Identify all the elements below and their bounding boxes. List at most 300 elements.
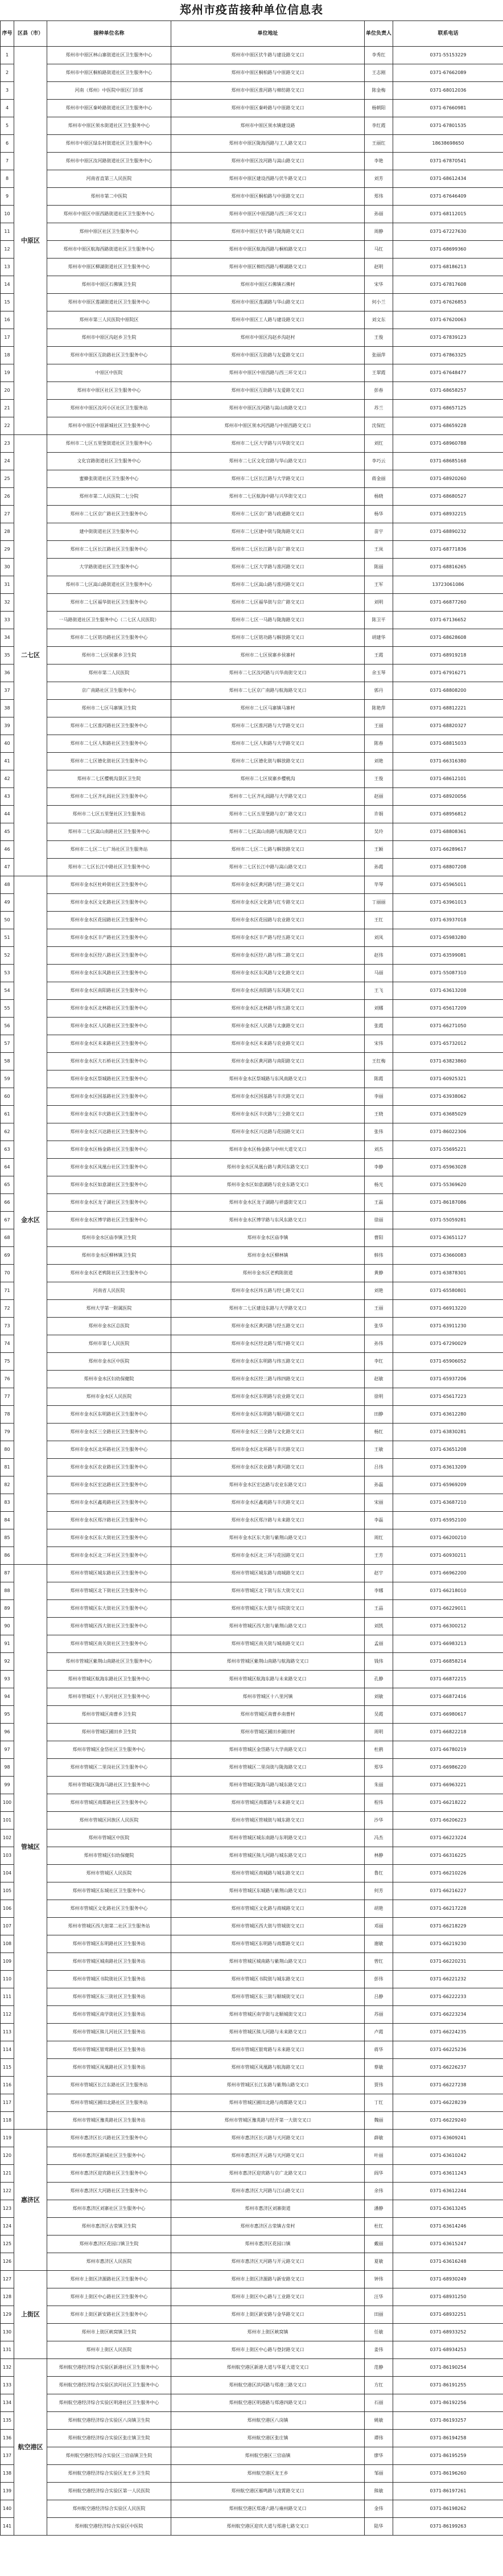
table-row <box>1 1865 503 1882</box>
row-person: 赵伟 <box>365 947 393 965</box>
row-site-name: 郑州市上街区峡窝镇卫生院 <box>47 2324 171 2341</box>
row-phone: 13723061086 <box>393 576 503 594</box>
row-phone: 0371-66223224 <box>393 1830 503 1847</box>
row-site-name: 郑州市金水区丰产路社区卫生服务中心 <box>47 929 171 947</box>
district-name: 金水区 <box>14 876 47 1565</box>
row-person: 刘明 <box>365 594 393 612</box>
row-address: 郑州市中原区伏牛路与陇海路交叉口 <box>171 223 365 241</box>
row-phone: 0371-66962200 <box>393 1565 503 1582</box>
row-person: 潘静 <box>365 2200 393 2218</box>
row-person: 李巧云 <box>365 453 393 470</box>
row-person: 陈春 <box>365 735 393 753</box>
row-phone: 0371-68920056 <box>393 788 503 806</box>
row-person: 王军 <box>365 576 393 594</box>
table-row <box>1 1671 503 1688</box>
row-address: 郑州市金水区东风路与文化路交叉口 <box>171 965 365 982</box>
table-row <box>1 629 503 647</box>
district-name: 中原区 <box>14 47 47 435</box>
row-phone: 0371-68658257 <box>393 382 503 400</box>
row-person: 吕伟 <box>365 1459 393 1476</box>
row-seq: 59 <box>1 1070 14 1088</box>
row-seq: 90 <box>1 1618 14 1635</box>
row-phone: 0371-68956812 <box>393 806 503 823</box>
table-row <box>1 1653 503 1671</box>
row-site-name: 郑州市管城区东城社区卫生服务中心 <box>47 1882 171 1900</box>
row-site-name: 郑州市管城区十八里河社区卫生服务中心 <box>47 1688 171 1706</box>
row-seq: 18 <box>1 347 14 364</box>
table-row <box>1 664 503 682</box>
row-seq: 91 <box>1 1635 14 1653</box>
row-site-name: 郑州市管城区紫荆山南路社区卫生服务中心 <box>47 1653 171 1671</box>
row-address: 郑州市中原区中原西路与西三环交叉口 <box>171 364 365 382</box>
table-row <box>1 1035 503 1053</box>
table-row <box>1 470 503 488</box>
row-person: 宋丽 <box>365 1494 393 1512</box>
table-row <box>1 347 503 364</box>
row-phone: 0371-66963221 <box>393 1777 503 1794</box>
row-person: 邹丽 <box>365 2465 393 2483</box>
header-name: 接种单位名称 <box>47 21 171 47</box>
row-phone: 0371-67817608 <box>393 276 503 294</box>
row-person: 丁红 <box>365 2094 393 2112</box>
row-person: 丁丽丽 <box>365 894 393 912</box>
row-site-name: 郑州市惠济区新城社区卫生服务中心 <box>47 2147 171 2165</box>
row-site-name: 郑州市惠济区长兴路社区卫生服务中心 <box>47 2130 171 2147</box>
row-site-name: 郑州市金水区东明路社区卫生服务中心 <box>47 1406 171 1424</box>
row-phone: 0371-67227630 <box>393 223 503 241</box>
table-row <box>1 170 503 188</box>
table-row <box>1 259 503 276</box>
row-seq: 85 <box>1 1529 14 1547</box>
row-person: 孔静 <box>365 1671 393 1688</box>
row-phone: 0371-66227238 <box>393 2077 503 2094</box>
table-row <box>1 1088 503 1106</box>
table-row <box>1 1794 503 1812</box>
row-phone: 0371-68685168 <box>393 453 503 470</box>
row-phone: 0371-67620063 <box>393 311 503 329</box>
row-site-name: 郑州市第二人民医院二七分院 <box>47 488 171 506</box>
row-site-name: 郑州市惠济区大河路社区卫生服务中心 <box>47 2183 171 2200</box>
row-site-name: 郑州市中原区中原西路街道社区卫生服务中心 <box>47 206 171 223</box>
row-site-name: 一马路街道社区卫生服务中心（二七区人民医院） <box>47 612 171 629</box>
row-phone: 0371-68820327 <box>393 717 503 735</box>
table-row <box>1 2235 503 2253</box>
table-row <box>1 1229 503 1247</box>
row-address: 郑州市金水区农业路与黄河路交叉口 <box>171 1459 365 1476</box>
row-phone: 0371-68812221 <box>393 700 503 717</box>
row-phone: 0371-65983280 <box>393 929 503 947</box>
row-site-name: 郑州航空港经济综合实验区中医院 <box>47 2518 171 2536</box>
table-row <box>1 2465 503 2483</box>
row-address: 郑州市惠济区天河路与开元路交叉口 <box>171 2253 365 2271</box>
table-row <box>1 2306 503 2324</box>
row-site-name: 河南省直第三人民医院 <box>47 170 171 188</box>
row-address: 郑州市金水区北三环与花园路交叉口 <box>171 1547 365 1565</box>
row-seq: 120 <box>1 2147 14 2165</box>
row-person: 韩伟 <box>365 1247 393 1265</box>
row-site-name: 郑州市二七区马寨镇卫生院 <box>47 700 171 717</box>
table-row <box>1 1265 503 1282</box>
row-person: 毕琴 <box>365 876 393 894</box>
table-row <box>1 64 503 82</box>
row-phone: 0371-65952100 <box>393 1512 503 1529</box>
row-phone: 0371-63823860 <box>393 1053 503 1070</box>
table-row <box>1 364 503 382</box>
row-site-name: 郑州市金水区中医院 <box>47 1353 171 1371</box>
row-phone: 0371-66226237 <box>393 2059 503 2077</box>
row-phone: 0371-68815033 <box>393 735 503 753</box>
row-phone: 0371-68628608 <box>393 629 503 647</box>
row-seq: 44 <box>1 806 14 823</box>
row-seq: 99 <box>1 1777 14 1794</box>
row-address: 郑州市管城区十八里河镇 <box>171 1688 365 1706</box>
row-person: 田静 <box>365 1406 393 1424</box>
row-address: 郑州市管城区金岱路与大学南路交叉口 <box>171 1741 365 1759</box>
row-site-name: 郑州市二七区侯寨乡卫生院 <box>47 647 171 664</box>
header-phone: 联系电话 <box>393 21 503 47</box>
table-row <box>1 770 503 788</box>
row-person: 冯杰 <box>365 1830 393 1847</box>
row-seq: 41 <box>1 753 14 770</box>
row-address: 郑州市管城区东大街与书院街交叉口 <box>171 1600 365 1618</box>
row-seq: 52 <box>1 947 14 965</box>
row-person: 王红 <box>365 912 393 929</box>
row-seq: 49 <box>1 894 14 912</box>
row-site-name: 郑州市二七区嵩山南路社区卫生服务中心 <box>47 823 171 841</box>
row-person: 刘文东 <box>365 311 393 329</box>
row-site-name: 郑州市金水区未来路社区卫生服务中心 <box>47 1035 171 1053</box>
row-person: 苏丽 <box>365 2006 393 2024</box>
table-row <box>1 417 503 435</box>
row-address: 郑州市中原区互助路与友爱路交叉口 <box>171 347 365 364</box>
row-address: 郑州市上街区中心路与工业路交叉口 <box>171 2288 365 2306</box>
row-site-name: 郑州市金水区花园路社区卫生服务中心 <box>47 912 171 929</box>
row-phone: 0371-63651127 <box>393 1229 503 1247</box>
row-person: 陈艳萍 <box>365 700 393 717</box>
row-seq: 34 <box>1 629 14 647</box>
row-phone: 0371-68659228 <box>393 417 503 435</box>
row-site-name: 郑州市金水区南阳路社区卫生服务中心 <box>47 982 171 1000</box>
row-site-name: 郑州市金水区博学路社区卫生服务中心 <box>47 1212 171 1229</box>
row-seq: 82 <box>1 1476 14 1494</box>
row-phone: 0371-67660981 <box>393 100 503 117</box>
row-phone: 0371-68934253 <box>393 2341 503 2359</box>
row-phone: 0371-65965011 <box>393 876 503 894</box>
row-phone: 0371-67290029 <box>393 1335 503 1353</box>
row-phone: 0371-68680527 <box>393 488 503 506</box>
row-address: 郑州市金水区柳林镇 <box>171 1247 365 1265</box>
row-phone: 0371-67863325 <box>393 347 503 364</box>
table-row <box>1 2500 503 2518</box>
row-phone: 0371-65963028 <box>393 1159 503 1176</box>
row-site-name: 郑州市金水区大石桥社区卫生服务中心 <box>47 1053 171 1070</box>
row-address: 郑州市金水区丰庆路与三全路交叉口 <box>171 1106 365 1123</box>
row-seq: 93 <box>1 1671 14 1688</box>
table-row <box>1 1159 503 1176</box>
row-phone: 0371-66218010 <box>393 1582 503 1600</box>
row-seq: 133 <box>1 2377 14 2394</box>
row-site-name: 郑州市管城区中医院 <box>47 1830 171 1847</box>
row-phone: 0371-68112015 <box>393 206 503 223</box>
row-person: 赵明 <box>365 259 393 276</box>
table-row <box>1 1688 503 1706</box>
row-seq: 10 <box>1 206 14 223</box>
row-person: 彭伟 <box>365 1971 393 1988</box>
row-person: 王敏 <box>365 1441 393 1459</box>
table-row <box>1 153 503 170</box>
row-address: 郑州市金水区如意湖路与农业东路交叉口 <box>171 1176 365 1194</box>
row-site-name: 郑州市第二中医院 <box>47 188 171 206</box>
row-person: 熊敏 <box>365 2483 393 2500</box>
row-address: 郑州市二七区文化宫路与华山路交叉口 <box>171 453 365 470</box>
row-phone: 0371-68920260 <box>393 470 503 488</box>
row-phone: 0371-63961013 <box>393 894 503 912</box>
row-address: 郑州市金水区鑫苑路与丰庆路交叉口 <box>171 1494 365 1512</box>
table-row <box>1 223 503 241</box>
row-site-name: 郑州市第三人民医院中原院区 <box>47 311 171 329</box>
row-site-name: 郑州市中原区汝河小区社区卫生服务站 <box>47 400 171 417</box>
row-phone: 0371-66200210 <box>393 1529 503 1547</box>
row-address: 郑州市管城区东城路与紫荆山路交叉口 <box>171 1882 365 1900</box>
row-address: 郑州市金水区祭城路与东风南路交叉口 <box>171 1070 365 1088</box>
table-row <box>1 2377 503 2394</box>
row-person: 苗宇 <box>365 523 393 541</box>
table-row <box>1 1847 503 1865</box>
row-seq: 126 <box>1 2253 14 2271</box>
row-site-name: 郑州市二七区长江路社区卫生服务中心 <box>47 541 171 559</box>
row-seq: 111 <box>1 1988 14 2006</box>
row-seq: 122 <box>1 2183 14 2200</box>
row-person: 余伟 <box>365 2183 393 2200</box>
row-address: 郑州市管城区南学街与北顺城街交叉口 <box>171 2006 365 2024</box>
row-person: 刘凤 <box>365 929 393 947</box>
row-person: 谢敏 <box>365 1935 393 1953</box>
row-seq: 58 <box>1 1053 14 1070</box>
row-phone: 0371-68657125 <box>393 400 503 417</box>
row-seq: 67 <box>1 1212 14 1229</box>
row-address: 郑州市金水区经三路与纬四路交叉口 <box>171 1371 365 1388</box>
row-person: 王丽 <box>365 1300 393 1318</box>
table-row <box>1 1582 503 1600</box>
row-phone: 0371-65937206 <box>393 1371 503 1388</box>
row-phone: 0371-66289617 <box>393 841 503 859</box>
row-address: 郑州市管城区航海东路与未来路交叉口 <box>171 1671 365 1688</box>
row-person: 刘杰 <box>365 1141 393 1159</box>
row-phone: 0371-68699360 <box>393 241 503 259</box>
table-row <box>1 1918 503 1935</box>
table-row <box>1 2006 503 2024</box>
row-person: 杨光 <box>365 1176 393 1194</box>
row-phone: 0371-66217228 <box>393 1900 503 1918</box>
row-seq: 2 <box>1 64 14 82</box>
row-site-name: 郑州市金水区经八路社区卫生服务中心 <box>47 947 171 965</box>
row-phone: 0371-86195259 <box>393 2447 503 2465</box>
row-seq: 43 <box>1 788 14 806</box>
table-row <box>1 894 503 912</box>
table-row <box>1 1424 503 1441</box>
row-phone: 0371-67801535 <box>393 117 503 135</box>
row-seq: 75 <box>1 1353 14 1371</box>
row-phone: 0371-66271050 <box>393 1018 503 1035</box>
row-address: 郑州市金水区经八路与纬二路交叉口 <box>171 947 365 965</box>
row-address: 郑州航空港区郑港六路与雍州路交叉口 <box>171 2500 365 2518</box>
table-row <box>1 700 503 717</box>
row-person: 马丽 <box>365 965 393 982</box>
row-site-name: 郑州市管城区长江东路社区卫生服务站 <box>47 2077 171 2094</box>
row-seq: 119 <box>1 2130 14 2147</box>
row-site-name: 蜜蜂张街道社区卫生服务中心 <box>47 470 171 488</box>
row-site-name: 郑州航空港经济综合实验区新港社区卫生服务中心 <box>47 2359 171 2377</box>
row-address: 郑州市上街区峡窝镇 <box>171 2324 365 2341</box>
row-address: 郑州市二七区齐礼阎路与大学路交叉口 <box>171 788 365 806</box>
row-seq: 3 <box>1 82 14 100</box>
row-address: 郑州市金水区庙李镇 <box>171 1229 365 1247</box>
row-phone: 0371-86192256 <box>393 2394 503 2412</box>
row-seq: 31 <box>1 576 14 594</box>
row-phone: 0371-63613245 <box>393 2200 503 2218</box>
row-phone: 0371-63615247 <box>393 2235 503 2253</box>
row-site-name: 郑州航空港经济综合实验区八岗镇卫生院 <box>47 2412 171 2430</box>
table-row <box>1 2112 503 2130</box>
table-row <box>1 100 503 117</box>
row-person: 徐明 <box>365 1388 393 1406</box>
row-seq: 78 <box>1 1406 14 1424</box>
row-person: 刘凯 <box>365 1618 393 1635</box>
row-person: 孟丽 <box>365 1635 393 1653</box>
table-row <box>1 753 503 770</box>
row-seq: 23 <box>1 435 14 453</box>
row-phone: 0371-68919218 <box>393 647 503 664</box>
row-site-name: 郑州市金水区人民医院 <box>47 1388 171 1406</box>
row-phone: 0371-55059281 <box>393 1212 503 1229</box>
row-person: 余玉琴 <box>365 664 393 682</box>
table-row <box>1 1741 503 1759</box>
row-person: 周红 <box>365 1529 393 1547</box>
row-seq: 64 <box>1 1159 14 1176</box>
row-address: 郑州市金水区郑汴路与未来路交叉口 <box>171 1512 365 1529</box>
row-seq: 124 <box>1 2218 14 2235</box>
row-site-name: 郑州市二七区嵩山路街道社区卫生服务中心 <box>47 576 171 594</box>
row-site-name: 郑州市管城区东明路社区卫生服务站 <box>47 1935 171 1953</box>
row-address: 郑州市二七区长江中路与嵩山路交叉口 <box>171 859 365 876</box>
row-site-name: 郑州市管城区南关街社区卫生服务中心 <box>47 1635 171 1653</box>
row-seq: 80 <box>1 1441 14 1459</box>
row-person: 叶丽 <box>365 2147 393 2165</box>
row-site-name: 文化宫路街道社区卫生服务中心 <box>47 453 171 470</box>
row-site-name: 郑州市金水区国基路社区卫生服务中心 <box>47 1088 171 1106</box>
table-row <box>1 1777 503 1794</box>
row-address: 郑州市管城区陇海马路与城东路交叉口 <box>171 1777 365 1794</box>
row-seq: 61 <box>1 1106 14 1123</box>
row-phone: 0371-66872416 <box>393 1688 503 1706</box>
row-phone: 0371-63612280 <box>393 1406 503 1424</box>
row-site-name: 郑州航空港经济综合实验区人民医院 <box>47 2500 171 2518</box>
table-row <box>1 1141 503 1159</box>
row-address: 郑州市二七区一马路与陇海路交叉口 <box>171 612 365 629</box>
row-seq: 62 <box>1 1123 14 1141</box>
row-address: 郑州市中原区航海西路与桐柏路交叉口 <box>171 241 365 259</box>
row-person: 何小兰 <box>365 294 393 311</box>
row-address: 郑州市管城区商都路与未来路交叉口 <box>171 1794 365 1812</box>
row-site-name: 郑州市中原区秦岭路街道社区卫生服务中心 <box>47 100 171 117</box>
row-person: 陆华 <box>365 2518 393 2536</box>
row-site-name: 郑州市中原区石佛镇卫生院 <box>47 276 171 294</box>
row-phone: 0371-63614246 <box>393 2218 503 2235</box>
row-phone: 0371-66780219 <box>393 1741 503 1759</box>
row-person: 刘娜 <box>365 1000 393 1018</box>
row-address: 郑州市管城区东三街与顺城街交叉口 <box>171 1988 365 2006</box>
row-seq: 20 <box>1 382 14 400</box>
table-row <box>1 1212 503 1229</box>
row-phone: 0371-65906052 <box>393 1353 503 1371</box>
row-phone: 0371-86198262 <box>393 2500 503 2518</box>
table-row <box>1 135 503 153</box>
row-seq: 7 <box>1 153 14 170</box>
row-seq: 48 <box>1 876 14 894</box>
row-site-name: 郑州市第二人民医院 <box>47 664 171 682</box>
table-row <box>1 1635 503 1653</box>
row-person: 杨晓 <box>365 488 393 506</box>
table-row <box>1 329 503 347</box>
vaccination-sites-table <box>0 20 503 2536</box>
header-address: 单位地址 <box>171 21 365 47</box>
row-person: 王晓 <box>365 1106 393 1123</box>
row-person: 杨朝阳 <box>365 100 393 117</box>
row-site-name: 郑州市金水区杜岭街社区卫生服务中心 <box>47 876 171 894</box>
row-seq: 76 <box>1 1371 14 1388</box>
row-seq: 32 <box>1 594 14 612</box>
row-person: 魏丽 <box>365 2112 393 2130</box>
row-phone: 0371-68890232 <box>393 523 503 541</box>
row-person: 宋华 <box>365 276 393 294</box>
row-site-name: 郑州市二七区福华街社区卫生服务中心 <box>47 594 171 612</box>
row-address: 郑州市管城区商城路与城东路交叉口 <box>171 1865 365 1882</box>
row-seq: 102 <box>1 1830 14 1847</box>
row-phone: 0371-66229011 <box>393 1600 503 1618</box>
row-site-name: 郑州市金水区鑫苑路社区卫生服务中心 <box>47 1494 171 1512</box>
row-address: 郑州市金水区国基路与丰庆路交叉口 <box>171 1088 365 1106</box>
row-seq: 16 <box>1 311 14 329</box>
row-phone: 0371-66980617 <box>393 1706 503 1724</box>
row-address: 郑州市金水区北林路与纬五路交叉口 <box>171 1000 365 1018</box>
row-phone: 0371-63611243 <box>393 2165 503 2183</box>
row-phone: 0371-66300212 <box>393 1618 503 1635</box>
row-site-name: 郑州市金水区杨金路社区卫生服务中心 <box>47 1141 171 1159</box>
row-site-name: 郑州市中原区莲湖街道社区卫生服务中心 <box>47 294 171 311</box>
row-site-name: 郑州市金水区老鸦陈社区卫生服务中心 <box>47 1265 171 1282</box>
row-phone: 0371-63911230 <box>393 1318 503 1335</box>
table-row <box>1 929 503 947</box>
row-address: 郑州市金水区博学路与东风东路交叉口 <box>171 1212 365 1229</box>
row-address: 郑州航空港区迎宾大道与郑港七路交叉口 <box>171 2518 365 2536</box>
row-address: 郑州市中原区须水镇建设路 <box>171 117 365 135</box>
row-phone: 0371-68771836 <box>393 541 503 559</box>
row-address: 郑州市惠济区古荥镇古荥村 <box>171 2218 365 2235</box>
table-row <box>1 541 503 559</box>
row-phone: 0371-63599081 <box>393 947 503 965</box>
table-row <box>1 1971 503 1988</box>
row-seq: 17 <box>1 329 14 347</box>
row-site-name: 郑州市中原区社区卫生服务中心 <box>47 382 171 400</box>
table-row <box>1 1547 503 1565</box>
table-row <box>1 276 503 294</box>
row-site-name: 郑州市管城区南学街社区卫生服务站 <box>47 2006 171 2024</box>
row-person: 朱丽 <box>365 1777 393 1794</box>
header-person: 单位负责人 <box>365 21 393 47</box>
row-address: 郑州市二七区建设东路与大学路交叉口 <box>171 1300 365 1318</box>
row-seq: 98 <box>1 1759 14 1777</box>
row-person: 郑伟 <box>365 188 393 206</box>
